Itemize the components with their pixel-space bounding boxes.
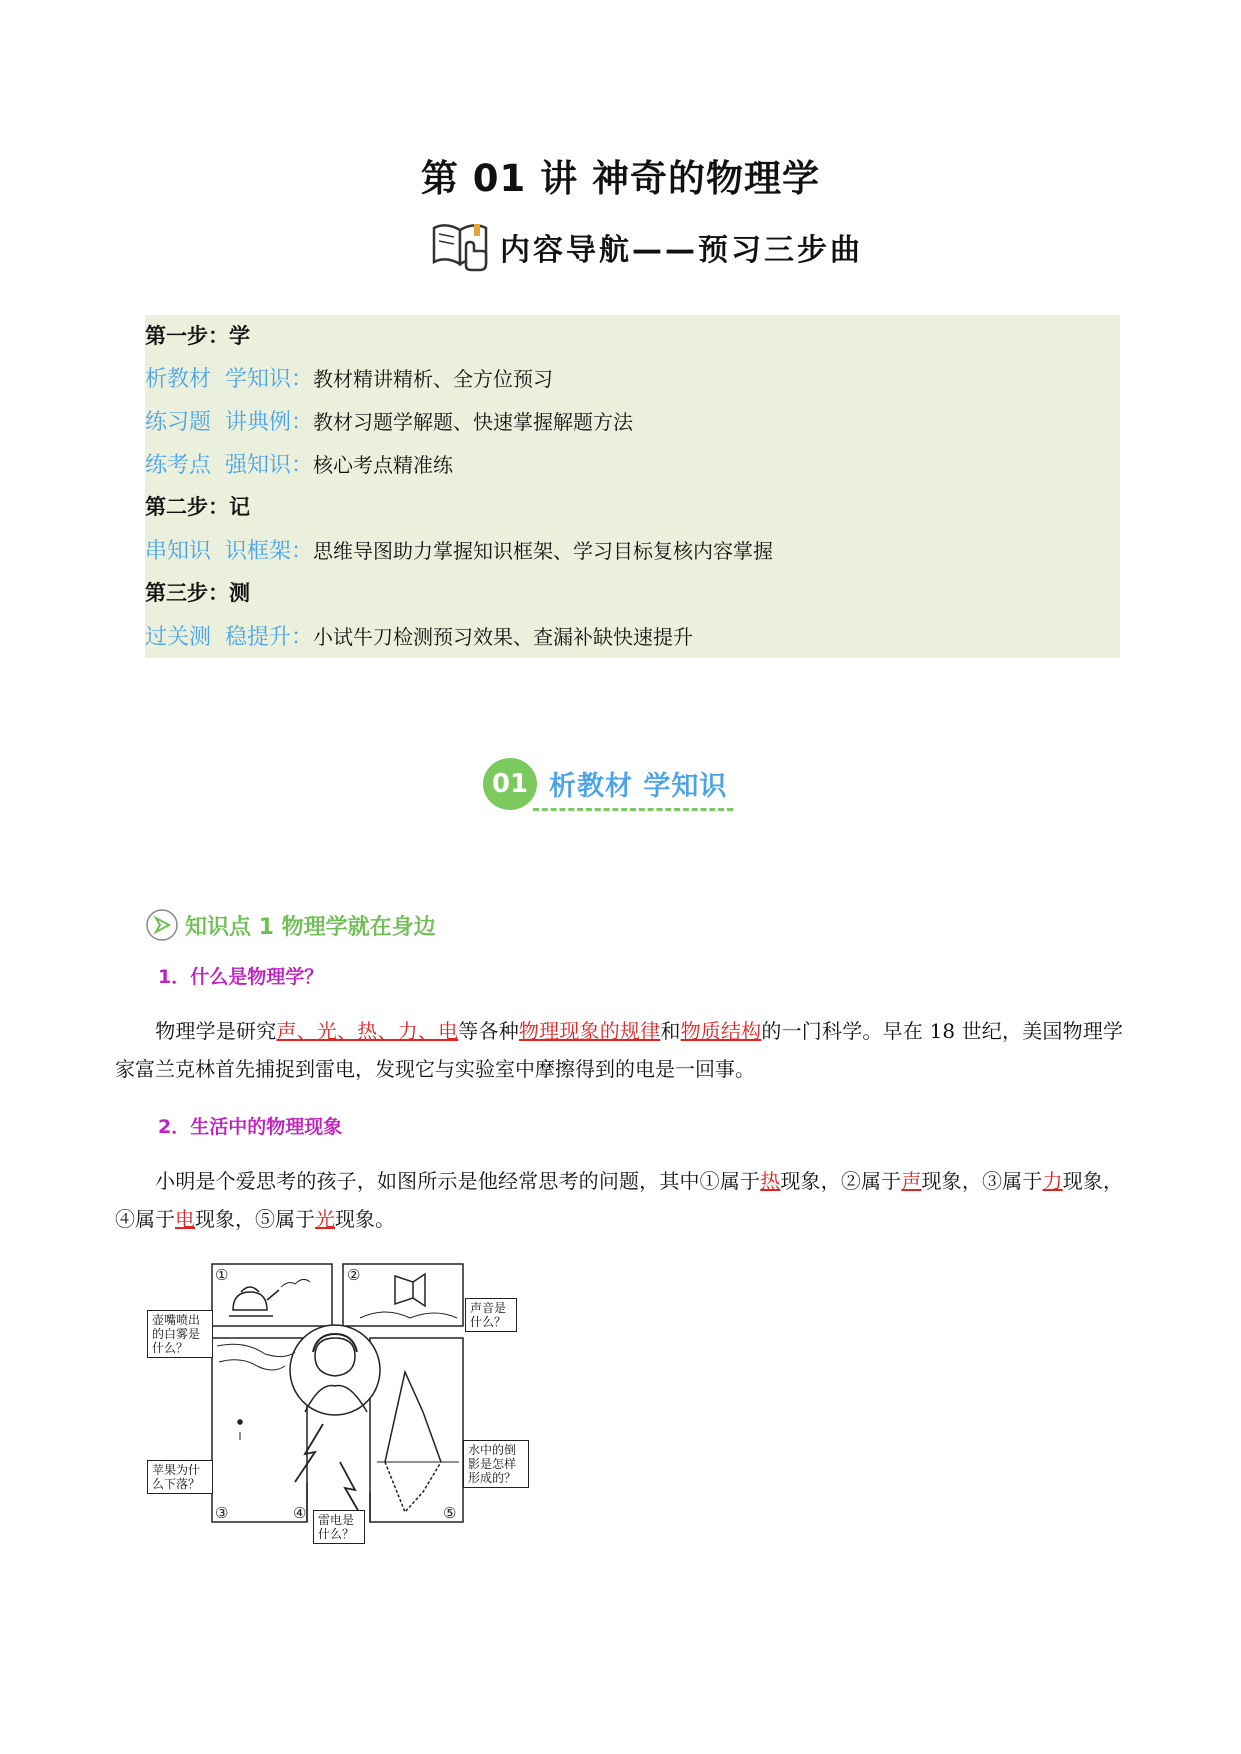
step-item-key: 串知识 识框架： [145,538,313,564]
step-item [145,615,693,655]
step-item-desc: 教材习题学解题、快速掌握解题方法 [313,409,633,434]
q1-text: 物理学是研究 [155,1019,277,1043]
q2-text: 现象，③属于 [921,1169,1043,1193]
panel-number: ② [347,1266,361,1284]
callout-lightning: 雷电是什么？ [313,1510,365,1544]
q2-answer: 力 [1042,1169,1063,1193]
q2-text: 小明是个爱思考的孩子，如图所示是他经常思考的问题，其中①属于 [155,1169,761,1193]
physics-phenomena-figure [145,1262,530,1552]
step-3-label: 第三步：测 [145,581,250,605]
callout-apple: 苹果为什么下落？ [147,1460,213,1494]
q1-answer: 物理现象的规律 [518,1019,661,1043]
q2-text: 现象。 [335,1207,395,1231]
study-steps-box [145,315,1120,658]
q2-text: 现象，②属于 [780,1169,902,1193]
page-title: 第 01 讲 神奇的物理学 [420,157,821,200]
section-dashed-underline [533,808,733,811]
section-label: 析教材 学知识 [549,771,728,802]
step-item [145,400,633,440]
step-1-heading [145,315,250,355]
panel-number: ① [215,1266,229,1284]
step-1-label: 第一步：学 [145,324,250,348]
q2-answer: 光 [315,1207,335,1231]
question-1-paragraph [115,1012,1123,1088]
callout-reflection: 水中的倒影是怎样形成的？ [463,1440,529,1488]
step-item-key: 练考点 强知识： [145,452,313,478]
step-item [145,443,453,483]
nav-heading [430,218,863,276]
panel-number: ③ [215,1504,229,1522]
step-2-heading [145,486,250,526]
step-item-desc: 核心考点精准练 [313,452,453,477]
step-item-key: 过关测 稳提升： [145,624,313,650]
q1-answer: 物质结构 [680,1019,762,1043]
q2-text: 现象，⑤属于 [195,1207,315,1231]
book-with-pointer-icon [430,218,492,276]
q1-text: 等各种 [458,1019,519,1043]
q2-answer: 电 [175,1207,195,1231]
step-item [145,357,553,397]
panel-number: ④ [293,1504,307,1522]
callout-sound: 声音是什么？ [465,1298,517,1332]
step-item-desc: 小试牛刀检测预习效果、查漏补缺快速提升 [313,624,693,649]
step-2-label: 第二步：记 [145,495,250,519]
step-item-desc: 思维导图助力掌握知识框架、学习目标复核内容掌握 [313,538,773,563]
nav-heading-text: 内容导航——预习三步曲 [500,233,863,268]
step-3-heading [145,572,250,612]
step-item-key: 析教材 学知识： [145,366,313,392]
arrow-circle-icon [145,908,179,942]
question-2-paragraph [115,1162,1123,1238]
panel-number: ⑤ [443,1504,457,1522]
step-item-key: 练习题 讲典例： [145,409,313,435]
question-1-heading: 1．什么是物理学？ [158,966,324,988]
section-badge [483,758,753,814]
step-item-desc: 教材精讲精析、全方位预习 [313,366,553,391]
q1-text: 和 [660,1019,681,1043]
knowledge-point-heading [145,903,436,947]
q2-answer: 声 [901,1169,922,1193]
step-item [145,529,773,569]
knowledge-point-text: 知识点 1 物理学就在身边 [185,914,436,940]
question-2-heading: 2．生活中的物理现象 [158,1116,343,1138]
callout-kettle: 壶嘴喷出的白雾是什么？ [147,1310,213,1358]
q2-answer: 热 [760,1169,781,1193]
section-number: 01 [483,758,537,810]
q1-text: 的一门科学。早在 18 世纪，美国物理学家富兰克林首先捕捉到雷电，发现它与实验室中摩擦得到的电是一回事。 [115,1019,1124,1081]
q2-text: 现象，④属于 [115,1169,1124,1231]
q1-answer: 声、光、热、力、电 [276,1019,459,1043]
